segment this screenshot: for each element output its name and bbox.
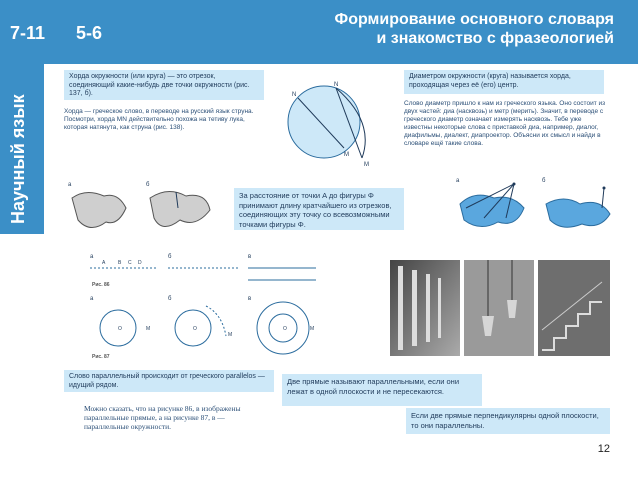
grade-label: 7-11 [10, 23, 46, 43]
diameter-definition-box [404, 70, 604, 94]
chord-label-m: M [344, 152, 349, 158]
example-sentence: Можно сказать, что на рисунке 86, в изображены параллельные прямые, а на рисунке 87, в — параллельные окружности. [84, 404, 241, 431]
title-line-2: и знакомство с фразеологией [376, 30, 614, 47]
point-b: B [118, 260, 122, 266]
page-title [335, 10, 614, 48]
chord-definition: Хорда окружности (или круга) — это отрезок, соединяющий какие-нибудь две точки окружности (рис. 137, б). [69, 73, 250, 97]
content-area [54, 64, 620, 456]
parallel-word: Слово параллельный происходит от греческого parallelos — идущий рядом. [69, 373, 265, 389]
photo-staircase [538, 260, 610, 356]
fig87-label-a: а [90, 296, 94, 302]
page-number: 12 [597, 443, 610, 455]
fig86-caption: Рис. 86 [92, 282, 110, 288]
figure-blobs-left [66, 178, 216, 238]
panel-label-a: а [68, 182, 72, 188]
panel-label-b: б [146, 182, 150, 188]
fig86-label-b: б [168, 254, 172, 260]
point-c: C [128, 260, 132, 266]
sidebar [0, 64, 44, 234]
point-d: D [138, 260, 142, 266]
circle-label-m-2: M [228, 332, 233, 338]
photo-lamps [464, 260, 534, 356]
header-bar [0, 0, 638, 64]
title-line-1: Формирование основного словаря [334, 11, 614, 28]
chord-definition-box [64, 70, 264, 100]
parallel-word-box [64, 370, 274, 392]
distance-definition-box [234, 188, 404, 230]
perpendicular-box [406, 408, 610, 434]
fig87-label-b: б [168, 296, 172, 302]
panel-label-a-right: а [456, 178, 460, 184]
sidebar-title: Научный язык [8, 94, 28, 224]
circle-label-m-3: M [310, 326, 315, 332]
figure-86 [88, 250, 318, 290]
photo-colonnade [390, 260, 460, 356]
bow-label-m: M [364, 162, 369, 168]
fig87-caption: Рис. 87 [92, 354, 110, 360]
figure-blobs-right [454, 174, 619, 234]
diameter-word-text [404, 100, 609, 148]
circle-label-o-2: O [193, 326, 197, 332]
class-label: 5-6 [76, 23, 103, 43]
chord-word: Хорда — греческое слово, в переводе на русский язык струна. Посмотри, хорда MN действительно похожа на тетиву лука, которая натянута, как струна (рис. 138). [64, 108, 254, 131]
panel-label-b-right: б [542, 178, 546, 184]
fig87-label-c: в [248, 296, 252, 302]
perpendicular-theorem: Если две прямые перпендикулярны одной плоскости, то они параллельны. [411, 411, 599, 430]
distance-definition: За расстояние от точки A до фигуры Φ принимают длину кратчайшего из отрезков, соединяющих эту точку со всевозможными точками фигуры Φ. [239, 191, 392, 229]
fig86-label-a: а [90, 254, 94, 260]
chord-label-n: N [292, 92, 297, 98]
bow-label-n: N [334, 82, 339, 88]
chord-word-text [64, 108, 264, 132]
example-text [84, 404, 269, 431]
parallel-lines-box [282, 374, 482, 406]
fig86-label-c: в [248, 254, 252, 260]
diameter-definition: Диаметром окружности (круга) называется хорда, проходящая через её (его) центр. [409, 73, 571, 89]
diameter-word: Слово диаметр пришло к нам из греческого языка. Оно состоит из двух частей: диа (насквозь) и метр (мерить). Значит, в переводе с греческого диаметр означает измерять насквозь. Тебе уже известны некоторые слова с приставкой диа, например, диалог, диафильмы, диалект, диапроектор. Объясни их смысл и найди в словаре ещё такие слова. [404, 100, 606, 147]
parallel-lines-definition: Две прямые называют параллельными, если они лежат в одной плоскости и не пересекаются. [287, 377, 460, 396]
circle-label-m-1: M [146, 326, 151, 332]
figure-87 [88, 292, 328, 358]
circle-label-o-3: O [283, 326, 287, 332]
chord-diagram [280, 78, 390, 173]
circle-label-o-1: O [118, 326, 122, 332]
point-a: A [102, 260, 106, 266]
